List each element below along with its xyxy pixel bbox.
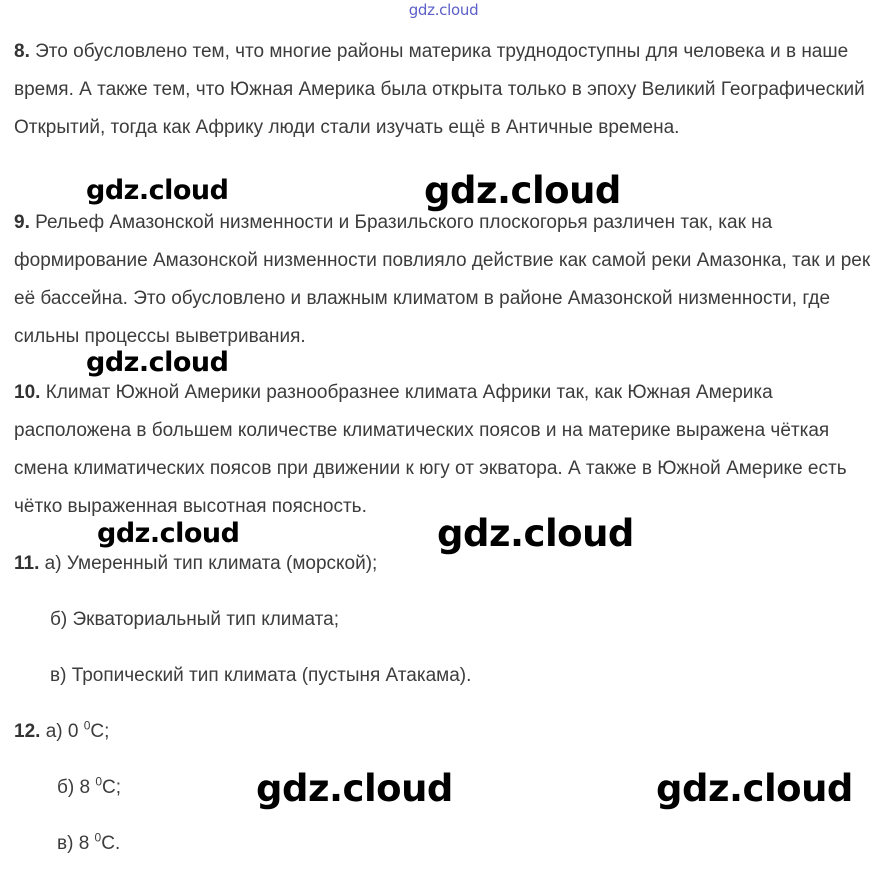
watermark: gdz.cloud [86,175,229,206]
answer-text: Рельеф Амазонской низменности и Бразильского плоскогорья различен так, как на формирование Амазонской низменности повлияло действие как самой реки Амазонка, так и рек её бассейна. Это обусловлено и влажным климатом в районе Амазонской низменности, где сильны процессы выветривания. [14,212,871,347]
answer-11-a [14,553,377,575]
answer-12-b [57,774,122,799]
unit-text: С; [102,777,122,798]
answer-12-a [14,718,110,743]
watermark: gdz.cloud [656,767,853,810]
unit-text: С; [90,721,110,742]
degree-superscript: 0 [83,718,91,733]
degree-superscript: 0 [94,830,102,845]
answer-12-c [57,830,121,855]
answer-text: Климат Южной Америки разнообразнее климата Африки так, как Южная Америка расположена в большем количестве климатических поясов и на материке выражена чёткая смена климатических поясов при движении к югу от экватора. А также в Южной Америке есть чётко выраженная высотная поясность. [14,382,847,517]
watermark: gdz.cloud [256,767,453,810]
answer-text: б) 8 [57,777,96,798]
answer-number: 11. [14,553,40,574]
answer-11-b [50,609,339,631]
answer-text: а) 0 [40,721,84,742]
watermark: gdz.cloud [437,512,634,555]
answer-number: 9. [14,212,30,233]
answer-text: в) 8 [57,833,95,854]
watermark: gdz.cloud [86,347,229,378]
answer-number: 12. [14,721,41,742]
answer-text: б) Экваториальный тип климата; [50,609,339,630]
answer-8 [14,33,876,147]
answer-9 [14,204,876,356]
watermark: gdz.cloud [424,169,621,212]
answer-text: а) Умеренный тип климата (морской); [39,553,378,574]
degree-superscript: 0 [95,774,103,789]
answer-number: 10. [14,382,41,403]
watermark: gdz.cloud [97,518,240,549]
answer-10 [14,374,876,526]
answer-text: Это обусловлено тем, что многие районы материка труднодоступны для человека и в наше время. А также тем, что Южная Америка была открыта только в эпоху Великий Географический Открытий, тогда как Африку люди стали изучать ещё в Античные времена. [14,41,865,138]
answer-number: 8. [14,41,30,62]
site-watermark-top: gdz.cloud [408,1,479,19]
unit-text: С. [101,833,121,854]
answer-text: в) Тропический тип климата (пустыня Атакама). [50,665,472,686]
answer-11-c [50,665,471,687]
